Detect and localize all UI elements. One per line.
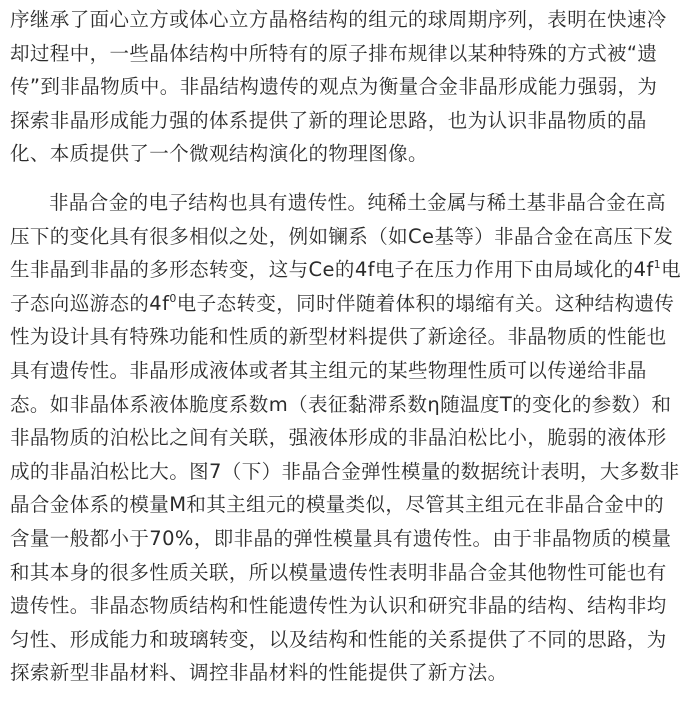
paragraph-1 [10, 3, 691, 171]
text-line: 却过程中，一些晶体结构中所特有的原子排布规律以某种特殊的方式被“遗 [10, 41, 658, 65]
superscript: 1 [653, 258, 662, 272]
text-line-with-superscript [10, 287, 691, 321]
text-segment: 子态向巡游态的4f [10, 291, 170, 315]
text-line: 非晶物质的泊松比之间有关联，强液体形成的非晶泊松比小，脆弱的液体形 [10, 426, 667, 450]
text-line: 化、本质提供了一个微观结构演化的物理图像。 [10, 142, 428, 166]
text-line: 性为设计具有特殊功能和性质的新型材料提供了新途径。非晶物质的性能也 [10, 325, 667, 349]
superscript: 0 [169, 291, 177, 305]
text-line: 和其本身的很多性质关联，所以模量遗传性表明非晶合金其他物性可能也有 [10, 560, 667, 584]
text-line: 具有遗传性。非晶形成液体或者其主组元的某些物理性质可以传递给非晶 [10, 358, 647, 382]
text-line-with-superscript [10, 253, 691, 287]
text-line: 探索新型非晶材料、调控非晶材料的性能提供了新方法。 [10, 661, 508, 685]
text-line: 含量一般都小于70%，即非晶的弹性模量具有遗传性。由于非晶物质的模量 [10, 526, 672, 550]
text-line: 传”到非晶物质中。非晶结构遗传的观点为衡量合金非晶形成能力强弱，为 [10, 75, 658, 99]
text-line: 探索非晶形成能力强的体系提供了新的理论思路，也为认识非晶物质的晶 [10, 108, 647, 132]
text-line: 非晶合金的电子结构也具有遗传性。纯稀土金属与稀土基非晶合金在高 [49, 190, 666, 214]
text-segment: 电 [661, 258, 681, 282]
text-line: 压下的变化具有很多相似之处，例如镧系（如Ce基等）非晶合金在高压下发 [10, 224, 674, 248]
text-line: 晶合金体系的模量M和其主组元的模量类似，尽管其主组元在非晶合金中的 [10, 493, 665, 517]
text-line: 序继承了面心立方或体心立方晶格结构的组元的球周期序列，表明在快速冷 [10, 8, 667, 31]
paragraph-2 [10, 186, 691, 690]
text-line: 匀性、形成能力和玻璃转变，以及结构和性能的关系提供了不同的思路，为 [10, 627, 667, 651]
text-segment: 生非晶到非晶的多形态转变，这与Ce的4f电子在压力作用下由局域化的4f [10, 258, 654, 282]
text-line: 态。如非晶体系液体脆度系数m（表征黏滞系数η随温度T的变化的参数）和 [10, 392, 672, 416]
text-line: 成的非晶泊松比大。图7（下）非晶合金弹性模量的数据统计表明，大多数非 [10, 459, 680, 483]
text-line: 遗传性。非晶态物质结构和性能遗传性为认识和研究非晶的结构、结构非均 [10, 594, 667, 618]
text-segment: 电子态转变，同时伴随着体积的塌缩有关。这种结构遗传 [176, 291, 675, 315]
